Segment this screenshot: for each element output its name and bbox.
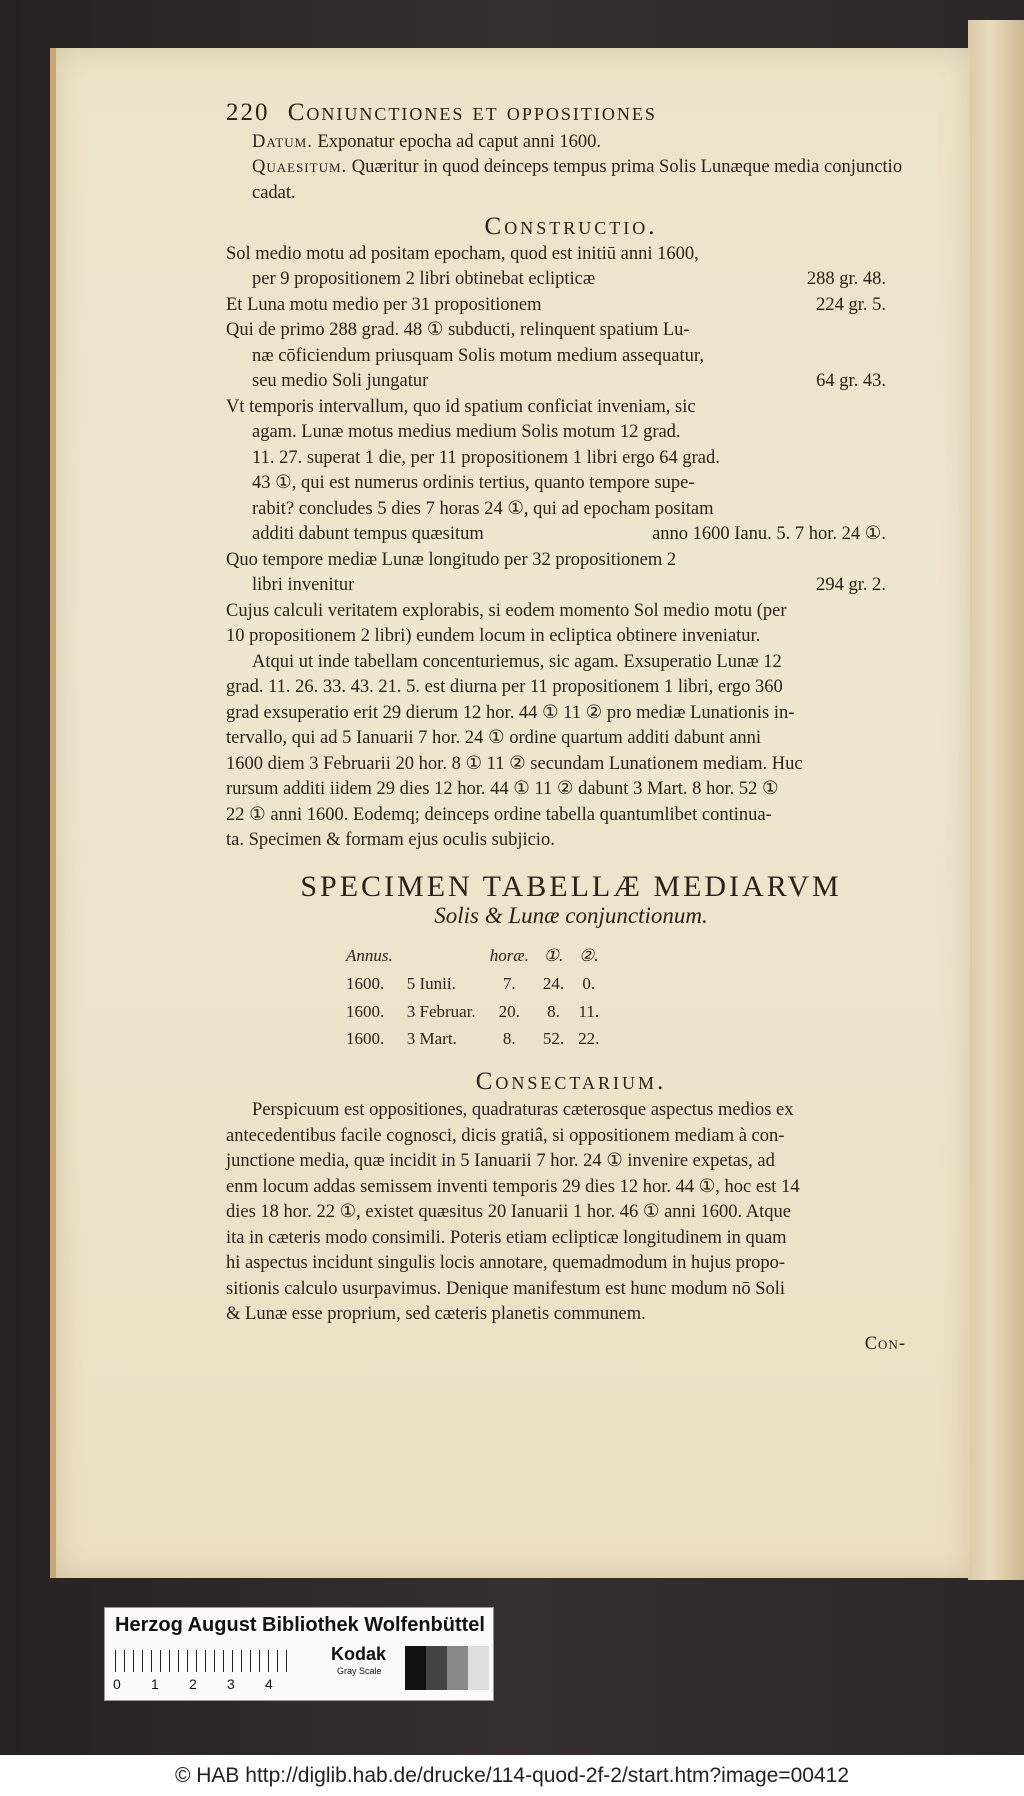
table-row (346, 998, 613, 1026)
table-cell: 3 Februar. (406, 1001, 476, 1021)
constructio-line (226, 420, 916, 446)
table-cell: 24. (542, 974, 565, 993)
text-line: dies 18 hor. 22 ①, existet quæsitus 20 Ianuarii 1 hor. 46 ① anni 1600. Atque (226, 1202, 791, 1222)
text-line: enm locum addas semissem inventi temporis 29 dies 12 hor. 44 ①, hoc est 14 (226, 1176, 800, 1197)
text-line: grad. 11. 26. 33. 43. 21. 5. est diurna per 11 propositionem 1 libri, ergo 360 (226, 677, 783, 697)
text-line: ita in cæteris modo consimili. Poteris etiam eclipticæ longitudinem in quam (226, 1227, 787, 1248)
table-cell: 20. (498, 1001, 520, 1021)
line-text: libri invenitur (252, 575, 355, 595)
scale-ruler (115, 1650, 295, 1672)
table-cell: 1600. (346, 1001, 385, 1021)
table-header-cell (407, 943, 490, 971)
quaesitum-label: Quaesitum. (252, 157, 348, 177)
table-cell: 11. (578, 1001, 600, 1021)
page-number: 220 (226, 99, 270, 126)
text-line: Perspicuum est oppositiones, quadraturas cæterosque aspectus medios ex (252, 1100, 794, 1120)
table-row (346, 970, 613, 998)
running-head (226, 100, 916, 126)
table-cell: 22. (578, 1029, 600, 1048)
scale-number: 4 (265, 1676, 273, 1692)
library-color-card (104, 1607, 494, 1701)
table-body (346, 970, 613, 1053)
table-header-cell: ①. (543, 945, 564, 965)
text-line: antecedentibus facile cognosci, dicis gratiâ, si oppositionem mediam à con- (226, 1125, 785, 1146)
page-text (226, 100, 916, 1357)
line-text: additi dabunt tempus quæsitum (252, 524, 484, 544)
scale-number: 2 (189, 1676, 197, 1692)
text-line: & Lunæ esse proprium, sed cæteris planetis communem. (226, 1304, 646, 1324)
swatch-gray (447, 1646, 468, 1690)
line-text: Cujus calculi veritatem explorabis, si eodem momento Sol medio motu (per (226, 600, 787, 621)
table-header-cell: horæ. (489, 945, 529, 965)
constructio-line (226, 318, 916, 344)
text-line: hi aspectus incidunt singulis locis annotare, quemadmodum in hujus propo- (226, 1253, 786, 1273)
constructio-line (226, 267, 916, 293)
text-line: grad exsuperatio erit 29 dierum 12 hor. 44 ① 11 ② pro mediæ Lunationis in- (226, 702, 795, 723)
table-cell: 8. (502, 1029, 516, 1048)
gray-scale-label: Gray Scale (337, 1666, 382, 1676)
line-text: 43 ①, qui est numerus ordinis tertius, quanto tempore supe- (252, 473, 695, 493)
footer-credit: © HAB http://diglib.hab.de/drucke/114-quod-2f-2/start.htm?image=00412 (0, 1755, 1024, 1796)
constructio-line (226, 497, 916, 523)
datum-line (226, 130, 916, 156)
line-text: 11. 27. superat 1 die, per 11 propositionem 1 libri ergo 64 grad. (252, 447, 720, 468)
constructio-line (226, 599, 916, 625)
library-name: Herzog August Bibliothek Wolfenbüttel (115, 1614, 485, 1636)
line-value: 294 gr. 2. (816, 575, 886, 595)
datum-label: Datum. (252, 131, 313, 152)
line-text: Sol medio motu ad positam epocham, quod est initiū anni 1600, (226, 243, 699, 264)
constructio-line (226, 369, 916, 395)
scale-number: 1 (151, 1676, 159, 1692)
scale-numbers (113, 1676, 303, 1692)
kodak-logo: Kodak (331, 1644, 387, 1664)
table-header-cell: Annus. (346, 945, 393, 965)
table-row (346, 1025, 613, 1053)
line-value: 224 gr. 5. (816, 294, 886, 315)
swatch-black (405, 1646, 426, 1690)
table-cell: 52. (542, 1029, 565, 1048)
line-value: anno 1600 Ianu. 5. 7 hor. 24 ①. (652, 524, 886, 544)
paragraph-consectarium (226, 1098, 916, 1328)
text-line: 1600 diem 3 Februarii 20 hor. 8 ① 11 ② secundam Lunationem mediam. Huc (226, 753, 803, 774)
text-line: sitionis calculo usurpavimus. Denique manifestum est hunc modum nō Soli (226, 1278, 786, 1299)
specimen-subtitle: Solis & Lunæ conjunctionum. (434, 903, 708, 928)
running-head-title: Coniunctiones et oppositiones (287, 99, 657, 126)
line-text: næ cōficiendum priusquam Solis motum medium assequatur, (252, 345, 704, 366)
constructio-line (226, 293, 916, 319)
line-text: Quo tempore mediæ Lunæ longitudo per 32 propositionem 2 (226, 549, 677, 570)
line-text: per 9 propositionem 2 libri obtinebat eclipticæ (252, 269, 596, 289)
table-cell: 3 Mart. (406, 1029, 457, 1048)
swatch-dark-gray (426, 1646, 447, 1690)
text-line: 22 ① anni 1600. Eodemq; deinceps ordine tabella quantumlibet continua- (226, 804, 772, 825)
line-text: rabit? concludes 5 dies 7 horas 24 ①, qui ad epocham positam (252, 498, 714, 519)
line-text: seu medio Soli jungatur (252, 371, 429, 391)
text-line: ta. Specimen & formam ejus oculis subjicio. (226, 830, 555, 850)
table-cell: 1600. (346, 974, 385, 993)
datum-text: Exponatur epocha ad caput anni 1600. (317, 131, 602, 152)
constructio-lines (226, 242, 916, 650)
consectarium-heading: Consectarium. (475, 1067, 667, 1095)
line-text: Et Luna motu medio per 31 propositionem (226, 294, 542, 315)
constructio-line (226, 573, 916, 599)
catchword: Con- (864, 1333, 906, 1354)
table-cell: 5 Iunii. (406, 974, 456, 993)
table-header-cell: ②. (579, 945, 599, 965)
specimen-title: SPECIMEN TABELLÆ MEDIARVM (300, 869, 842, 903)
conjunction-table (346, 943, 613, 1053)
table-cell: 7. (502, 974, 516, 993)
constructio-line (226, 242, 916, 268)
scale-number: 0 (113, 1676, 121, 1692)
text-line: Atqui ut inde tabellam concenturiemus, sic agam. Exsuperatio Lunæ 12 (252, 651, 782, 672)
line-text: Vt temporis intervallum, quo id spatium conficiat inveniam, sic (226, 396, 696, 417)
facing-page-edge (968, 20, 1024, 1580)
table-cell: 0. (582, 974, 596, 993)
scale-number: 3 (227, 1676, 235, 1692)
paragraph-tabella (226, 650, 916, 854)
quaesitum-line (226, 155, 916, 206)
text-line: tervallo, qui ad 5 Ianuarii 7 hor. 24 ① ordine quartum additi dabunt anni (226, 728, 761, 748)
line-value: 288 gr. 48. (806, 269, 886, 289)
constructio-line (226, 471, 916, 497)
constructio-line (226, 624, 916, 650)
constructio-line (226, 548, 916, 574)
constructio-line (226, 344, 916, 370)
table-header-row (346, 943, 613, 971)
constructio-line (226, 395, 916, 421)
line-text: Qui de primo 288 grad. 48 ① subducti, relinquent spatium Lu- (226, 320, 690, 340)
line-value: 64 gr. 43. (816, 371, 886, 391)
text-line: junctione media, quæ incidit in 5 Ianuarii 7 hor. 24 ① invenire expetas, ad (226, 1151, 775, 1171)
line-text: agam. Lunæ motus medius medium Solis motum 12 grad. (252, 422, 681, 442)
text-line: rursum additi iidem 29 dies 12 hor. 44 ① 11 ② dabunt 3 Mart. 8 hor. 52 ① (226, 779, 779, 799)
table-cell: 1600. (346, 1029, 385, 1048)
constructio-line (226, 446, 916, 472)
swatch-light-gray (468, 1646, 489, 1690)
quaesitum-text: Quæritur in quod deinceps tempus prima Solis Lunæque media conjunctio cadat. (252, 157, 903, 203)
constructio-heading: Constructio. (484, 213, 658, 240)
line-text: 10 propositionem 2 libri) eundem locum in ecliptica obtinere inveniatur. (226, 626, 761, 646)
table-cell: 8. (547, 1001, 560, 1021)
constructio-line (226, 522, 916, 548)
